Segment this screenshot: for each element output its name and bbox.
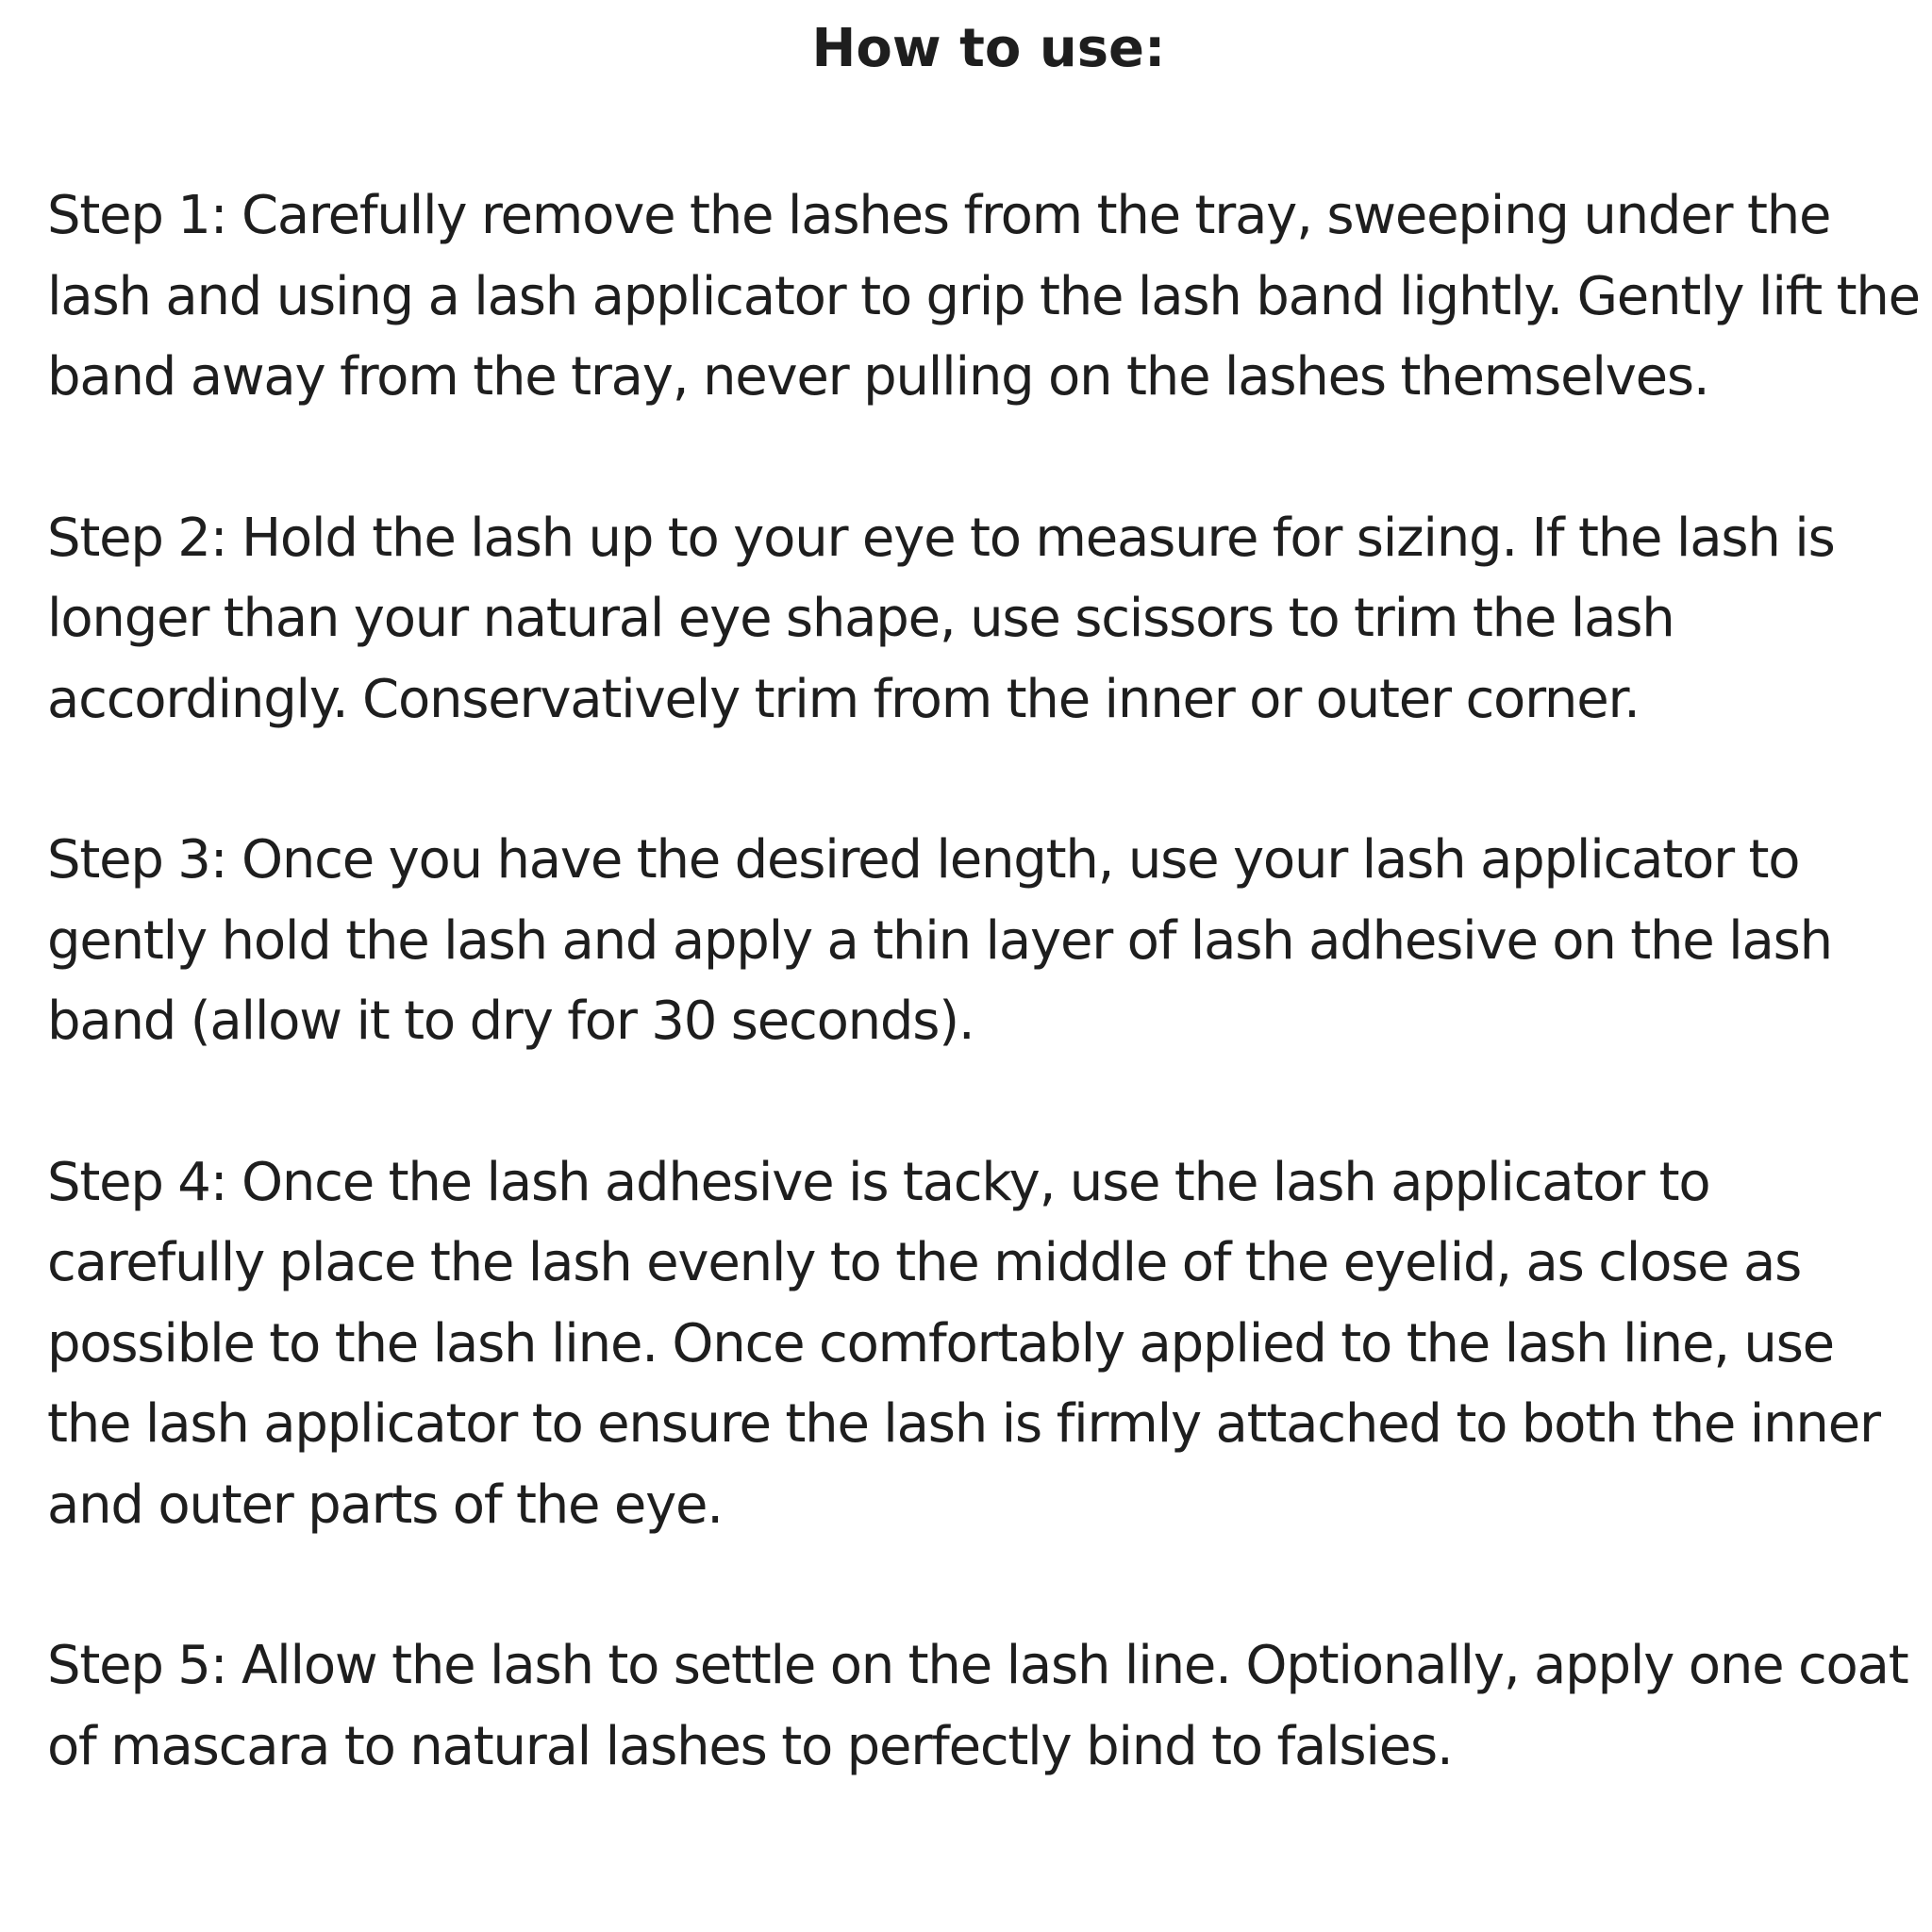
steps-list [47,175,1929,1787]
step-2-text: Step 2: Hold the lash up to your eye to measure for sizing. If the lash is longer than your natural eye shape, use scissors to trim the lash accordingly. Conservatively trim from the inner or outer corner. [47,507,1835,730]
page-title: How to use: [811,18,1166,79]
step-4-text: Step 4: Once the lash adhesive is tacky, use the lash applicator to carefully place the lash evenly to the middle of the eyelid, as close as possible to the lash line. Once comfortably applied to the lash line, use the lash applicator to ensure the lash is firmly attached to both the inner and outer parts of the eye. [47,1151,1880,1536]
step-5-text: Step 5: Allow the lash to settle on the lash line. Optionally, apply one coat of mascara to natural lashes to perfectly bind to falsies. [47,1635,1908,1777]
step-1-text: Step 1: Carefully remove the lashes from the tray, sweeping under the lash and using a lash applicator to grip the lash band lightly. Gently lift the band away from the tray, never pulling on the lashes themselves. [47,185,1920,408]
step-3-text: Step 3: Once you have the desired length, use your lash applicator to gently hold the lash and apply a thin layer of lash adhesive on the lash band (allow it to dry for 30 seconds). [47,829,1832,1052]
